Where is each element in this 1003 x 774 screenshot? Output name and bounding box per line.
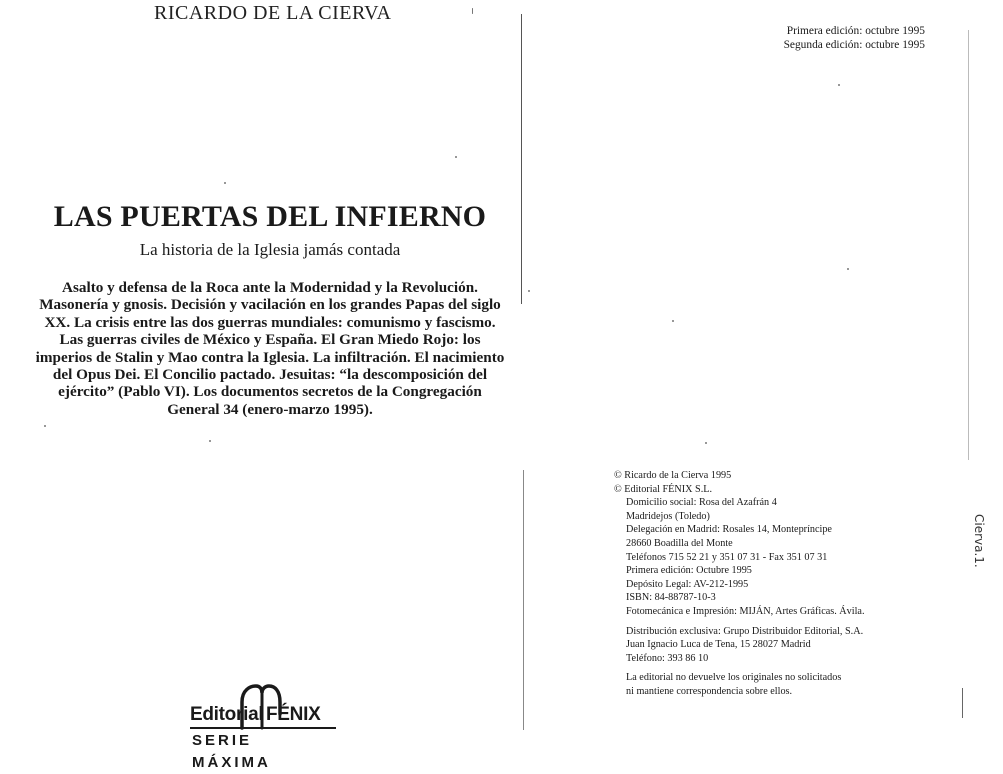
scan-speck [455, 156, 457, 158]
summary-line: XX. La crisis entre las dos guerras mundiales: comunismo y fascismo. [44, 313, 496, 331]
summary-line: Asalto y defensa de la Roca ante la Modernidad y la Revolución. [62, 279, 478, 296]
publisher-detail-line: Domicilio social: Rosa del Azafrán 4 [626, 497, 777, 509]
book-subtitle: La historia de la Iglesia jamás contada [139, 240, 401, 259]
copyright-line: © Ricardo de la Cierva 1995 [614, 470, 732, 481]
edition-line: Primera edición: octubre 1995 [786, 25, 925, 37]
scan-speck [528, 290, 530, 292]
publisher-detail-line: Teléfonos 715 52 21 y 351 07 31 - Fax 351 07 31 [626, 551, 828, 563]
notice-line: ni mantiene correspondencia sobre ellos. [626, 685, 793, 697]
publisher-detail-line: Primera edición: Octubre 1995 [626, 565, 752, 577]
scan-speck [672, 320, 674, 322]
distribution-line: Juan Ignacio Luca de Tena, 15 28027 Madrid [626, 639, 811, 651]
handwritten-note-text: Cierva.1. [972, 514, 986, 568]
page-gutter-line [523, 470, 524, 730]
summary-line: imperios de Stalin y Mao contra la Iglesia. La infiltración. El nacimiento [35, 348, 505, 366]
scan-speck [847, 268, 849, 270]
publisher-detail-line: ISBN: 84-88787-10-3 [626, 592, 716, 604]
summary-line: ejército” (Pablo VI). Los documentos secretos de la Congregación [58, 383, 482, 401]
scan-speck [838, 84, 840, 86]
publisher-logo [190, 684, 336, 771]
page-edge-line [968, 30, 969, 460]
logo-underline [190, 727, 336, 729]
publisher-detail-line: Madridejos (Toledo) [626, 510, 710, 522]
summary-line: General 34 (enero-marzo 1995). [167, 400, 373, 418]
logo-word-fenix: FÉNIX [266, 704, 321, 725]
publisher-detail-line: Fotomecánica e Impresión: MIJÁN, Artes Gráficas. Ávila. [626, 605, 865, 617]
summary-line: Masonería y gnosis. Decisión y vacilación en los grandes Papas del siglo [39, 296, 501, 314]
handwritten-note [964, 514, 988, 576]
scan-speck [44, 425, 46, 427]
scan-speck [209, 440, 211, 442]
summary-line: Las guerras civiles de México y España. El Gran Miedo Rojo: los [59, 331, 481, 349]
book-title: LAS PUERTAS DEL INFIERNO [53, 200, 487, 233]
page-edge-line [962, 688, 963, 718]
edition-info [690, 24, 925, 52]
summary-line: del Opus Dei. El Concilio pactado. Jesuitas: “la descomposición del [52, 366, 488, 384]
author-name: RICARDO DE LA CIERVA [154, 2, 392, 24]
publisher-detail-line: 28660 Boadilla del Monte [626, 537, 733, 549]
publisher-detail-line: Depósito Legal: AV-212-1995 [626, 578, 749, 590]
notice-line: La editorial no devuelve los originales no solicitados [626, 672, 842, 684]
logo-word-editorial: Editorial [190, 704, 264, 725]
distribution-line: Teléfono: 393 86 10 [626, 652, 709, 664]
copyright-block [614, 469, 934, 699]
copyright-line: © Editorial FÉNIX S.L. [614, 483, 713, 495]
publisher-detail-line: Delegación en Madrid: Rosales 14, Montepríncipe [626, 524, 832, 536]
edition-line: Segunda edición: octubre 1995 [783, 39, 925, 51]
scan-speck [224, 182, 226, 184]
logo-series-name: SERIE MÁXIMA [192, 732, 271, 771]
scan-speck [472, 8, 473, 14]
page-gutter-line [521, 14, 522, 304]
distribution-line: Distribución exclusiva: Grupo Distribuidor Editorial, S.A. [626, 625, 864, 637]
book-summary [30, 279, 510, 418]
scan-speck [705, 442, 707, 444]
